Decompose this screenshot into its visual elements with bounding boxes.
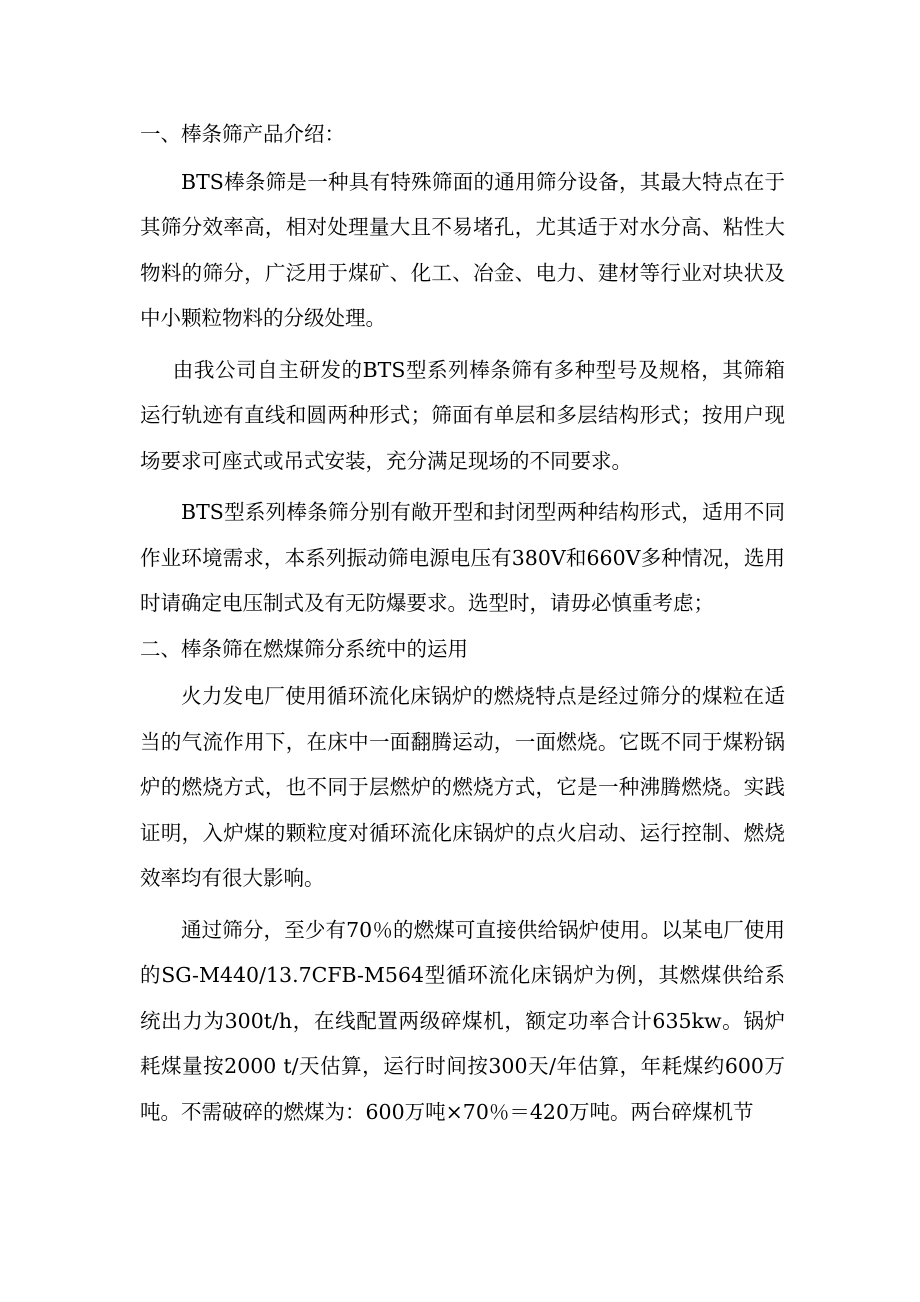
paragraph-bts-structure: BTS型系列棒条筛分别有敞开型和封闭型两种结构形式，适用不同作业环境需求，本系列振动筛电源电压有380V和660V多种情况，选用时请确定电压制式及有无防爆要求。选型时，请毋必慎重考虑； bbox=[140, 500, 785, 615]
paragraph-cfb-combustion: 火力发电厂使用循环流化床锅炉的燃烧特点是经过筛分的煤粒在适当的气流作用下，在床中一面翻腾运动，一面燃烧。它既不同于煤粉锅炉的燃烧方式，也不同于层燃炉的燃烧方式，它是一种沸腾燃烧。实践证明，入炉煤的颗粒度对循环流化床锅炉的点火启动、运行控制、燃烧效率均有很大影响。 bbox=[140, 684, 785, 890]
paragraph-screening-example: 通过筛分，至少有70％的燃煤可直接供给锅炉使用。以某电厂使用的SG-M440/13.7CFB-M564型循环流化床锅炉为例，其燃煤供给系统出力为300t/h，在线配置两级碎煤机，额定功率合计635kw。锅炉耗煤量按2000 t/天估算，运行时间按300天/年估算，年耗煤约600万吨。不需破碎的燃煤为：600万吨×70％＝420万吨。两台碎煤机节 bbox=[140, 917, 785, 1124]
section-heading-product-intro: 一、棒条筛产品介绍： bbox=[140, 122, 345, 146]
section-heading-application: 二、棒条筛在燃煤筛分系统中的运用 bbox=[140, 636, 468, 661]
paragraph-bts-models: 由我公司自主研发的BTS型系列棒条筛有多种型号及规格，其筛箱运行轨迹有直线和圆两种形式；筛面有单层和多层结构形式；按用户现场要求可座式或吊式安装，充分满足现场的不同要求。 bbox=[140, 357, 785, 473]
paragraph-bts-overview: BTS棒条筛是一种具有特殊筛面的通用筛分设备，其最大特点在于其筛分效率高，相对处理量大且不易堵孔，尤其适于对水分高、粘性大物料的筛分，广泛用于煤矿、化工、冶金、电力、建材等行业对块状及中小颗粒物料的分级处理。 bbox=[140, 169, 785, 330]
document-body bbox=[140, 112, 785, 1135]
